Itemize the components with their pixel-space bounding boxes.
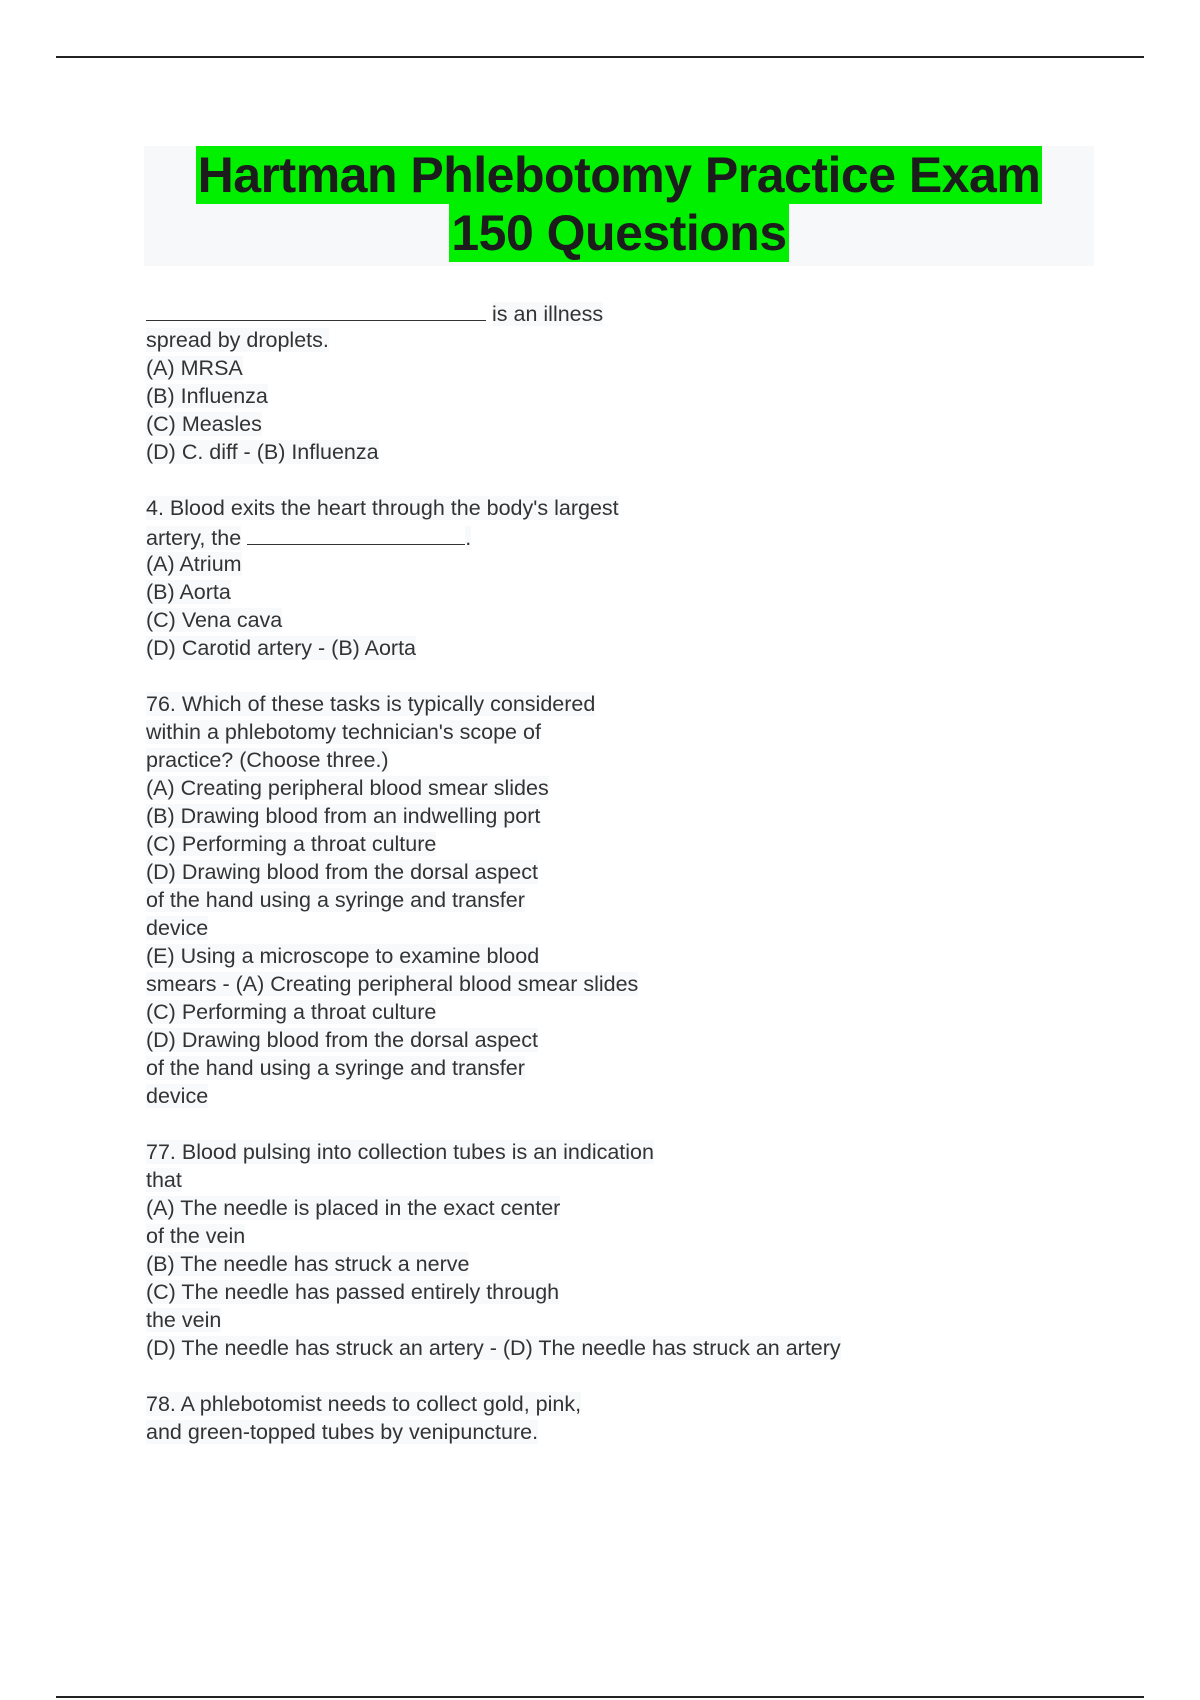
answer-option: of the hand using a syringe and transfer [146,1056,525,1080]
page-title: Hartman Phlebotomy Practice Exam [197,147,1041,203]
question-item [146,298,1146,466]
fill-in-blank [146,298,486,321]
question-text: artery, the [146,526,242,550]
answer-option: (A) The needle is placed in the exact center [146,1196,561,1220]
answer-option: (D) C. diff - (B) Influenza [146,440,379,464]
title-block [144,146,1094,266]
answer-option: (B) The needle has struck a nerve [146,1252,470,1276]
answer-option: (D) Drawing blood from the dorsal aspect [146,860,538,884]
answer-option: (A) MRSA [146,356,243,380]
question-text: 78. A phlebotomist needs to collect gold, pink, [146,1392,582,1416]
answer-option: (C) Vena cava [146,608,283,632]
question-text: is an illness [492,302,604,326]
question-text: . [465,526,472,550]
answer-option: (B) Drawing blood from an indwelling port [146,804,541,828]
question-text: 4. Blood exits the heart through the body's largest [146,496,619,520]
question-text: practice? (Choose three.) [146,748,389,772]
answer-option: (B) Aorta [146,580,231,604]
question-text: that [146,1168,182,1192]
answer-option: device [146,916,209,940]
bottom-rule [56,1696,1144,1698]
question-text: within a phlebotomy technician's scope of [146,720,541,744]
question-item [146,1390,1146,1446]
answer-option: (B) Influenza [146,384,268,408]
answer-option: (A) Creating peripheral blood smear slides [146,776,549,800]
answer-option: of the vein [146,1224,246,1248]
question-text: spread by droplets. [146,328,329,352]
top-rule [56,56,1144,58]
answer-option: device [146,1084,209,1108]
fill-in-blank [247,522,465,545]
answer-option: (D) Drawing blood from the dorsal aspect [146,1028,538,1052]
answer-option: the vein [146,1308,222,1332]
answer-option: of the hand using a syringe and transfer [146,888,525,912]
question-line [146,298,1146,326]
question-list [146,298,1146,1474]
question-text: and green-topped tubes by venipuncture. [146,1420,539,1444]
answer-option: (D) The needle has struck an artery - (D) The needle has struck an artery [146,1336,841,1360]
page-subtitle: 150 Questions [451,205,787,261]
answer-option: (C) Performing a throat culture [146,832,437,856]
question-item [146,690,1146,1110]
answer-option: (C) Performing a throat culture [146,1000,437,1024]
answer-option: (D) Carotid artery - (B) Aorta [146,636,416,660]
question-item [146,1138,1146,1362]
answer-option: (C) The needle has passed entirely through [146,1280,560,1304]
question-item [146,494,1146,662]
answer-option: smears - (A) Creating peripheral blood smear slides [146,972,639,996]
answer-option: (C) Measles [146,412,262,436]
answer-option: (E) Using a microscope to examine blood [146,944,540,968]
question-line [146,522,1146,550]
question-text: 76. Which of these tasks is typically considered [146,692,596,716]
answer-option: (A) Atrium [146,552,242,576]
question-text: 77. Blood pulsing into collection tubes is an indication [146,1140,654,1164]
